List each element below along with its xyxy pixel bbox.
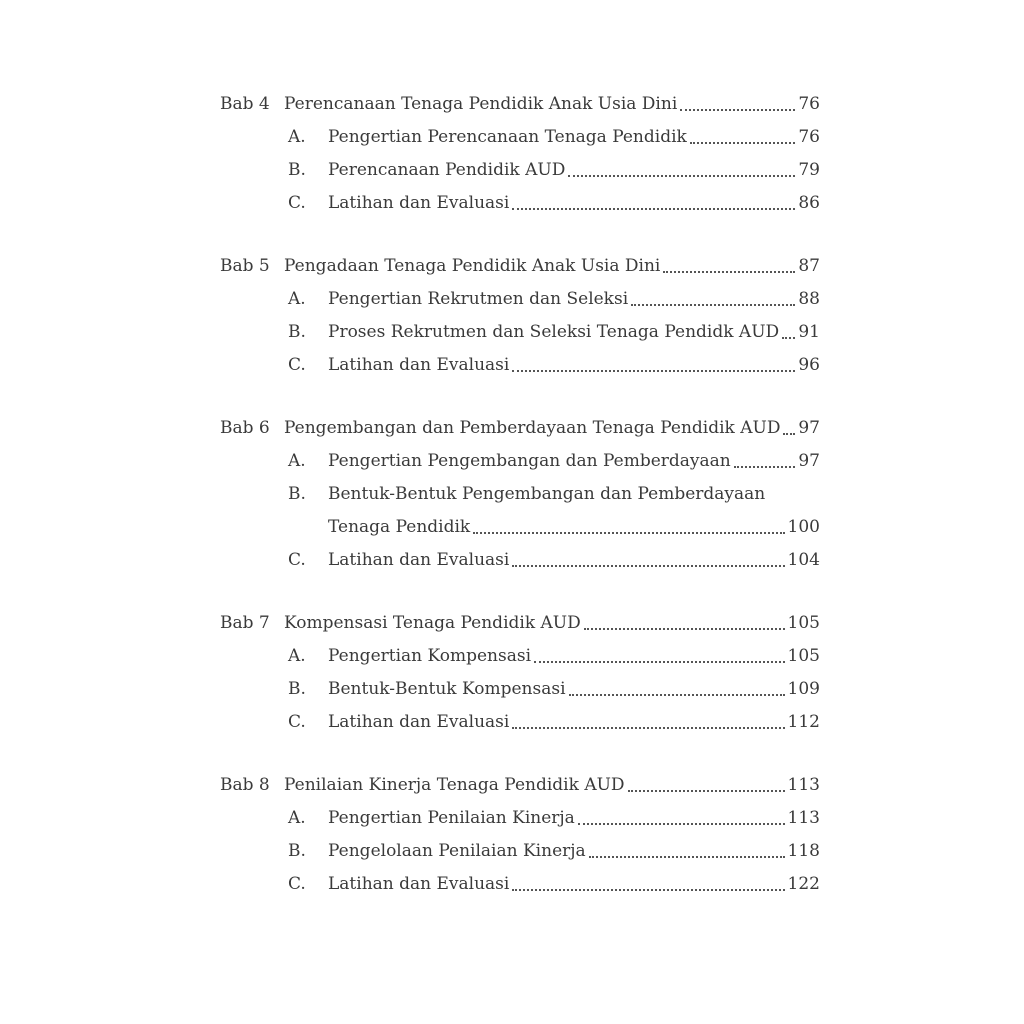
- page-number: 100: [787, 517, 820, 537]
- chapter-label: Bab 4: [220, 94, 270, 114]
- chapter-label: Bab 7: [220, 613, 270, 633]
- section-entry-continuation[interactable]: [220, 511, 820, 544]
- section-entry[interactable]: [220, 121, 820, 154]
- dot-leader: [512, 727, 784, 729]
- chapter-bab-5: [220, 250, 820, 382]
- dot-leader: [782, 337, 795, 339]
- chapter-label: Bab 8: [220, 775, 270, 795]
- page-number: 79: [798, 160, 820, 180]
- chapter-heading[interactable]: [220, 88, 820, 121]
- page-number: 109: [787, 679, 820, 699]
- section-title: Latihan dan Evaluasi: [328, 874, 510, 894]
- dot-leader: [473, 532, 784, 534]
- chapter-bab-7: [220, 607, 820, 739]
- section-letter: C.: [288, 712, 306, 732]
- page-number: 104: [787, 550, 820, 570]
- section-title: Perencanaan Pendidik AUD: [328, 160, 566, 180]
- chapter-bab-6: [220, 412, 820, 577]
- section-letter: A.: [288, 808, 306, 828]
- section-letter: B.: [288, 322, 306, 342]
- section-entry[interactable]: [220, 478, 820, 511]
- page-number: 118: [787, 841, 820, 861]
- section-letter: B.: [288, 484, 306, 504]
- page-number: 112: [787, 712, 820, 732]
- chapter-heading[interactable]: [220, 250, 820, 283]
- section-title: Proses Rekrutmen dan Seleksi Tenaga Pendidk AUD: [328, 322, 780, 342]
- section-entry[interactable]: [220, 187, 820, 220]
- section-letter: A.: [288, 127, 306, 147]
- page-number: 86: [798, 193, 820, 213]
- page-number: 76: [798, 94, 820, 114]
- dot-leader: [589, 856, 785, 858]
- section-letter: B.: [288, 679, 306, 699]
- dot-leader: [568, 175, 795, 177]
- page-number: 91: [798, 322, 820, 342]
- section-entry[interactable]: [220, 154, 820, 187]
- section-entry[interactable]: [220, 802, 820, 835]
- chapter-heading[interactable]: [220, 607, 820, 640]
- dot-leader: [663, 271, 795, 273]
- page-number: 113: [787, 775, 820, 795]
- section-title: Latihan dan Evaluasi: [328, 550, 510, 570]
- section-letter: C.: [288, 193, 306, 213]
- section-title: Pengertian Perencanaan Tenaga Pendidik: [328, 127, 687, 147]
- page-number: 87: [798, 256, 820, 276]
- section-letter: B.: [288, 160, 306, 180]
- section-entry[interactable]: [220, 445, 820, 478]
- section-title: Pengelolaan Penilaian Kinerja: [328, 841, 586, 861]
- chapter-title: Pengembangan dan Pemberdayaan Tenaga Pendidik AUD: [284, 418, 781, 438]
- section-entry[interactable]: [220, 706, 820, 739]
- chapter-title: Pengadaan Tenaga Pendidik Anak Usia Dini: [284, 256, 661, 276]
- chapter-heading[interactable]: [220, 412, 820, 445]
- section-title: Pengertian Kompensasi: [328, 646, 532, 666]
- page-number: 88: [798, 289, 820, 309]
- dot-leader: [734, 466, 796, 468]
- section-letter: A.: [288, 646, 306, 666]
- chapter-heading[interactable]: [220, 769, 820, 802]
- section-entry[interactable]: [220, 673, 820, 706]
- chapter-title: Penilaian Kinerja Tenaga Pendidik AUD: [284, 775, 625, 795]
- dot-leader: [783, 433, 795, 435]
- section-entry[interactable]: [220, 316, 820, 349]
- dot-leader: [569, 694, 785, 696]
- section-entry[interactable]: [220, 349, 820, 382]
- dot-leader: [534, 661, 785, 663]
- page-number: 105: [787, 613, 820, 633]
- dot-leader: [512, 565, 784, 567]
- dot-leader: [690, 142, 796, 144]
- section-letter: C.: [288, 355, 306, 375]
- page-number: 113: [787, 808, 820, 828]
- section-letter: C.: [288, 874, 306, 894]
- chapter-title: Perencanaan Tenaga Pendidik Anak Usia Dini: [284, 94, 678, 114]
- dot-leader: [628, 790, 785, 792]
- section-title: Latihan dan Evaluasi: [328, 712, 510, 732]
- page-number: 122: [787, 874, 820, 894]
- page-number: 76: [798, 127, 820, 147]
- section-title: Bentuk-Bentuk Pengembangan dan Pemberdayaan: [328, 484, 766, 504]
- section-letter: A.: [288, 451, 306, 471]
- section-title: Latihan dan Evaluasi: [328, 355, 510, 375]
- dot-leader: [631, 304, 795, 306]
- table-of-contents: [220, 88, 820, 931]
- page-number: 105: [787, 646, 820, 666]
- section-entry[interactable]: [220, 544, 820, 577]
- dot-leader: [578, 823, 785, 825]
- section-title-continuation: Tenaga Pendidik: [328, 517, 471, 537]
- page-number: 97: [798, 451, 820, 471]
- section-entry[interactable]: [220, 835, 820, 868]
- dot-leader: [512, 208, 795, 210]
- page-number: 96: [798, 355, 820, 375]
- dot-leader: [680, 109, 795, 111]
- section-entry[interactable]: [220, 640, 820, 673]
- chapter-bab-8: [220, 769, 820, 901]
- chapter-title: Kompensasi Tenaga Pendidik AUD: [284, 613, 581, 633]
- page-number: 97: [798, 418, 820, 438]
- chapter-bab-4: [220, 88, 820, 220]
- dot-leader: [584, 628, 785, 630]
- section-letter: A.: [288, 289, 306, 309]
- section-letter: C.: [288, 550, 306, 570]
- section-title: Pengertian Pengembangan dan Pemberdayaan: [328, 451, 731, 471]
- chapter-label: Bab 5: [220, 256, 270, 276]
- chapter-label: Bab 6: [220, 418, 270, 438]
- section-title: Pengertian Penilaian Kinerja: [328, 808, 575, 828]
- section-title: Pengertian Rekrutmen dan Seleksi: [328, 289, 629, 309]
- section-letter: B.: [288, 841, 306, 861]
- section-title: Latihan dan Evaluasi: [328, 193, 510, 213]
- section-entry[interactable]: [220, 868, 820, 901]
- dot-leader: [512, 370, 795, 372]
- dot-leader: [512, 889, 784, 891]
- section-title: Bentuk-Bentuk Kompensasi: [328, 679, 566, 699]
- section-entry[interactable]: [220, 283, 820, 316]
